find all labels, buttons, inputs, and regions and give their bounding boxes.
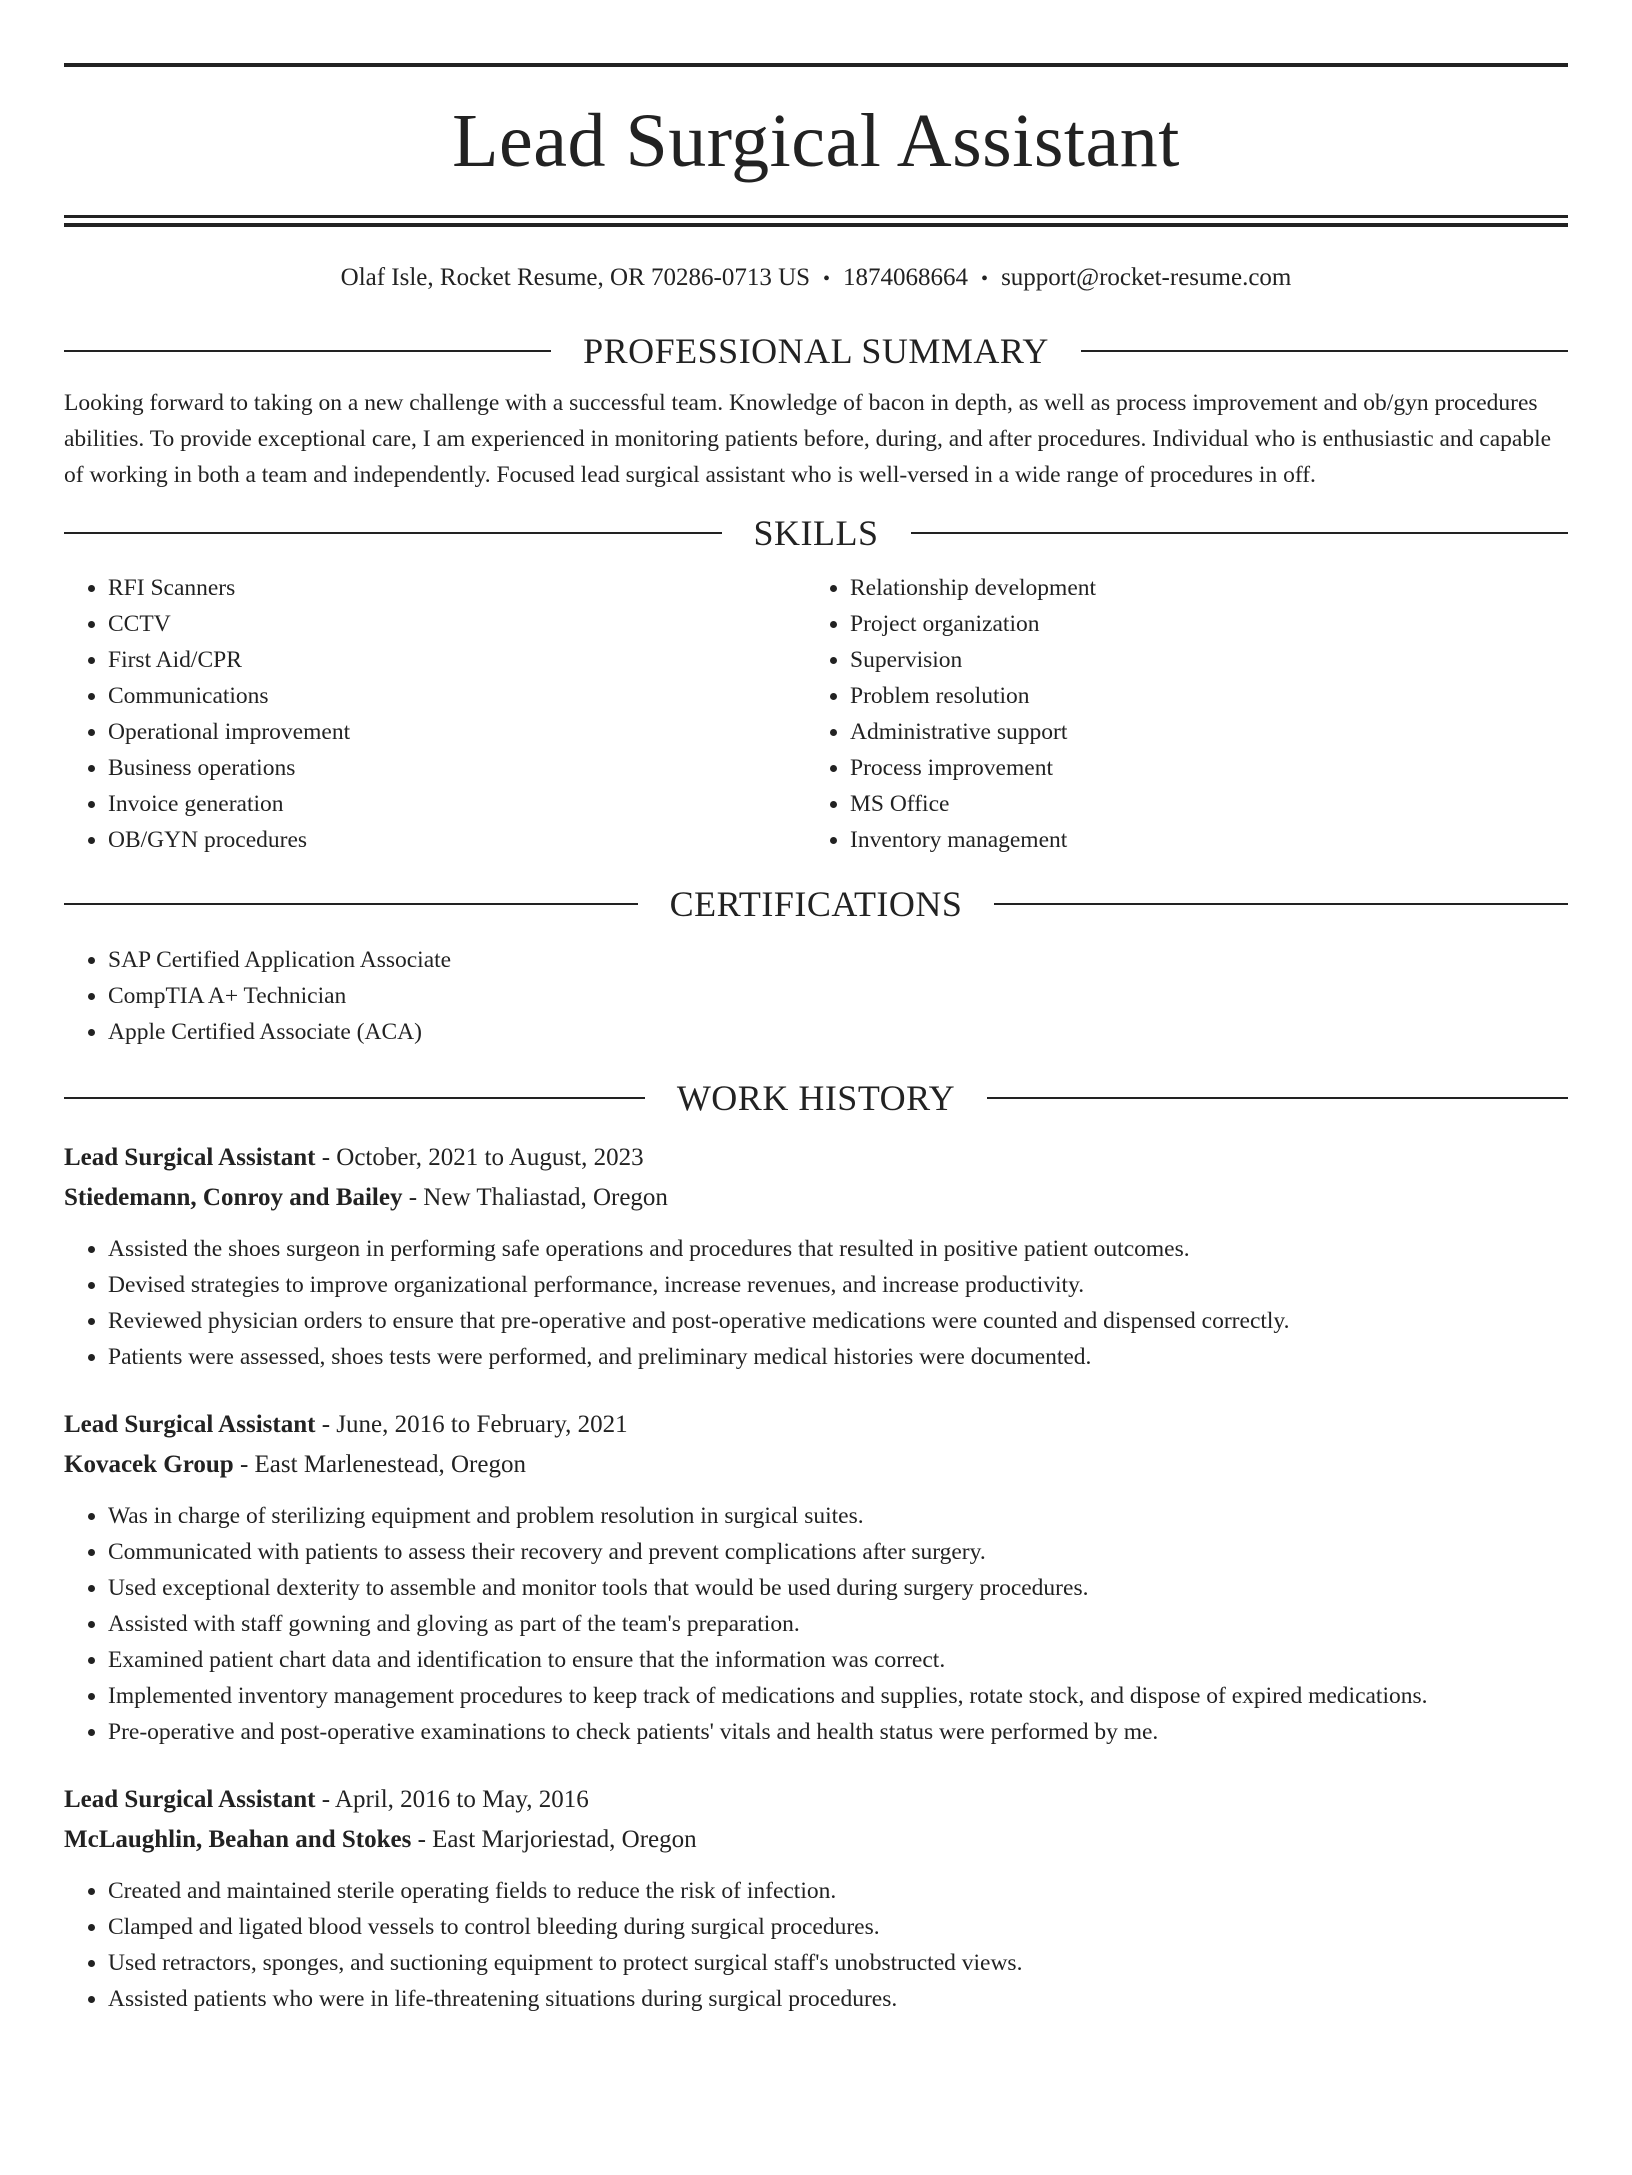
job-location: - East Marjoriestad, Oregon <box>411 1826 697 1853</box>
skill-item: • Operational improvement <box>108 714 806 750</box>
job-title: Lead Surgical Assistant <box>64 1144 316 1171</box>
job-bullet: • Assisted with staff gowning and gloving as part of the team's preparation. <box>108 1606 1568 1642</box>
job-entry <box>64 1780 1568 2017</box>
skill-item: • Relationship development <box>850 570 1548 606</box>
heading-rule <box>64 903 638 905</box>
contact-separator: • <box>981 268 989 290</box>
contact-email: support@rocket-resume.com <box>1001 264 1292 291</box>
job-bullet: • Used retractors, sponges, and suctioning equipment to protect surgical staff's unobstructed views. <box>108 1945 1568 1981</box>
skill-item: • Business operations <box>108 750 806 786</box>
skill-item: • RFI Scanners <box>108 570 806 606</box>
job-title-line <box>64 1405 1568 1445</box>
skill-item: • Process improvement <box>850 750 1548 786</box>
job-bullets <box>64 1498 1568 1750</box>
job-bullet: • Assisted the shoes surgeon in performing safe operations and procedures that resulted in positive patient outcomes. <box>108 1231 1568 1267</box>
job-title-line <box>64 1780 1568 1820</box>
skill-item: • MS Office <box>850 786 1548 822</box>
certification-item: • CompTIA A+ Technician <box>108 978 1568 1014</box>
skills-column-right <box>806 570 1548 858</box>
job-company: Kovacek Group <box>64 1451 234 1478</box>
job-title: Lead Surgical Assistant <box>64 1411 316 1438</box>
job-company-line <box>64 1820 1568 1860</box>
job-bullets <box>64 1873 1568 2017</box>
heading-rule <box>987 1097 1568 1099</box>
summary-text: Looking forward to taking on a new challenge with a successful team. Knowledge of bacon in depth, as well as process improvement and ob/gyn procedures abilities. To provide exceptional care, I am experienced in monitoring patients before, during, and after procedures. Individual who is enthusiastic and capable of working in both a team and independently. Focused lead surgical assistant who is well-versed in a wide range of procedures in off. <box>64 390 1552 488</box>
job-bullet: • Devised strategies to improve organizational performance, increase revenues, and increase productivity. <box>108 1267 1568 1303</box>
skills-heading <box>64 511 1568 555</box>
skills-column-left <box>64 570 806 858</box>
skill-item: • First Aid/CPR <box>108 642 806 678</box>
job-dates: - April, 2016 to May, 2016 <box>315 1786 589 1813</box>
job-dates: - October, 2021 to August, 2023 <box>315 1144 644 1171</box>
job-location: - New Thaliastad, Oregon <box>402 1184 668 1211</box>
job-bullet: • Reviewed physician orders to ensure that pre-operative and post-operative medications were counted and dispensed correctly. <box>108 1303 1568 1339</box>
skills-list <box>64 570 1568 858</box>
job-bullet: • Implemented inventory management procedures to keep track of medications and supplies, rotate stock, and dispose of expired medications. <box>108 1678 1568 1714</box>
contact-separator: • <box>823 268 831 290</box>
skill-item: • Project organization <box>850 606 1548 642</box>
job-company: McLaughlin, Beahan and Stokes <box>64 1826 412 1853</box>
skill-item: • Invoice generation <box>108 786 806 822</box>
job-bullet: • Communicated with patients to assess their recovery and prevent complications after surgery. <box>108 1534 1568 1570</box>
summary-title: PROFESSIONAL SUMMARY <box>583 331 1049 371</box>
skill-item: • Communications <box>108 678 806 714</box>
skill-item: • OB/GYN procedures <box>108 822 806 858</box>
heading-rule <box>64 1097 645 1099</box>
resume-page <box>0 63 1632 2175</box>
job-bullet: • Assisted patients who were in life-threatening situations during surgical procedures. <box>108 1981 1568 2017</box>
certification-item: • Apple Certified Associate (ACA) <box>108 1014 1568 1050</box>
job-bullet: • Created and maintained sterile operating fields to reduce the risk of infection. <box>108 1873 1568 1909</box>
certification-item: • SAP Certified Application Associate <box>108 942 1568 978</box>
heading-rule <box>994 903 1568 905</box>
certifications-list <box>64 942 1568 1050</box>
job-location: - East Marlenestead, Oregon <box>233 1451 526 1478</box>
job-company-line <box>64 1178 1568 1218</box>
skill-item: • Inventory management <box>850 822 1548 858</box>
job-entry <box>64 1405 1568 1750</box>
certifications-title: CERTIFICATIONS <box>669 884 963 924</box>
work-title: WORK HISTORY <box>676 1078 956 1118</box>
job-bullet: • Pre-operative and post-operative examinations to check patients' vitals and health status were performed by me. <box>108 1714 1568 1750</box>
summary-heading <box>64 329 1568 373</box>
job-bullet: • Clamped and ligated blood vessels to control bleeding during surgical procedures. <box>108 1909 1568 1945</box>
skill-item: • Problem resolution <box>850 678 1548 714</box>
skill-item: • Administrative support <box>850 714 1548 750</box>
job-company: Stiedemann, Conroy and Bailey <box>64 1184 403 1211</box>
certifications-heading <box>64 882 1568 926</box>
job-bullet: • Was in charge of sterilizing equipment and problem resolution in surgical suites. <box>108 1498 1568 1534</box>
header-top-rule <box>64 63 1568 67</box>
job-bullet: • Examined patient chart data and identification to ensure that the information was correct. <box>108 1642 1568 1678</box>
skills-title: SKILLS <box>753 513 879 553</box>
contact-phone: 1874068664 <box>843 264 969 291</box>
resume-name: Lead Surgical Assistant <box>452 99 1180 183</box>
heading-rule <box>64 532 722 534</box>
heading-rule <box>1081 350 1568 352</box>
contact-address: Olaf Isle, Rocket Resume, OR 70286-0713 US <box>340 264 811 291</box>
job-title: Lead Surgical Assistant <box>64 1786 316 1813</box>
header-double-rule <box>64 215 1568 227</box>
job-title-line <box>64 1138 1568 1178</box>
job-bullet: • Used exceptional dexterity to assemble and monitor tools that would be used during surgery procedures. <box>108 1570 1568 1606</box>
skill-item: • Supervision <box>850 642 1548 678</box>
job-bullet: • Patients were assessed, shoes tests were performed, and preliminary medical histories were documented. <box>108 1339 1568 1375</box>
job-entry <box>64 1138 1568 1375</box>
heading-rule <box>64 350 551 352</box>
job-company-line <box>64 1445 1568 1485</box>
heading-rule <box>911 532 1569 534</box>
work-heading <box>64 1076 1568 1120</box>
contact-line <box>64 261 1568 295</box>
skill-item: • CCTV <box>108 606 806 642</box>
job-bullets <box>64 1231 1568 1375</box>
job-dates: - June, 2016 to February, 2021 <box>315 1411 628 1438</box>
